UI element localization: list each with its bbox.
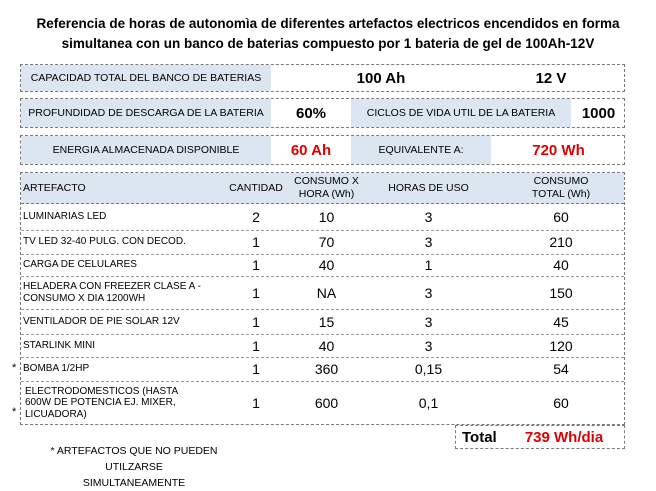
total-value: 739 Wh/dia bbox=[524, 428, 604, 446]
footnote-line-2: SIMULTANEAMENTE bbox=[82, 477, 186, 489]
row-hours: 3 bbox=[424, 234, 433, 250]
table-row bbox=[21, 254, 624, 277]
row-total: 150 bbox=[549, 284, 573, 301]
energy-label: ENERGIA ALMACENADA DISPONIBLE bbox=[21, 136, 271, 164]
table-header bbox=[21, 173, 624, 204]
row-artifact: HELADERA CON FREEZER CLASE A - CONSUMO X DIA 1200WH bbox=[23, 281, 201, 304]
row-total: 54 bbox=[553, 361, 569, 377]
capacity-row bbox=[20, 64, 625, 92]
table-row bbox=[21, 230, 624, 255]
row-consumption: 15 bbox=[318, 313, 335, 330]
total-label: Total bbox=[462, 428, 497, 446]
discharge-row bbox=[20, 98, 625, 128]
equivalent-label: EQUIVALENTE A: bbox=[351, 136, 491, 164]
capacity-ah-value: 100 Ah bbox=[356, 69, 406, 87]
row-artifact: TV LED 32-40 PULG. CON DECOD. bbox=[23, 236, 186, 248]
title-line-1: Referencia de horas de autonomìa de diferentes artefactos electricos encendidos en forma bbox=[36, 16, 620, 31]
footnote-line-1: * ARTEFACTOS QUE NO PUEDEN UTILZARSE bbox=[50, 445, 218, 473]
row-artifact: VENTILADOR DE PIE SOLAR 12V bbox=[23, 315, 180, 327]
row-artifact: ELECTRODOMESTICOS (HASTA 600W DE POTENCIA EJ. MIXER, LICUADORA) bbox=[25, 385, 178, 420]
row-total: 40 bbox=[553, 257, 569, 273]
row-consumption: 10 bbox=[318, 208, 335, 225]
header-total: CONSUMO TOTAL (Wh) bbox=[531, 175, 591, 200]
row-total: 60 bbox=[553, 395, 569, 411]
discharge-label: PROFUNDIDAD DE DESCARGA DE LA BATERIA bbox=[21, 99, 271, 127]
row-total: 45 bbox=[553, 313, 569, 330]
cycles-label: CICLOS DE VIDA UTIL DE LA BATERIA bbox=[351, 99, 571, 127]
row-quantity: 1 bbox=[252, 257, 260, 273]
header-consumption: CONSUMO X HORA (Wh) bbox=[294, 175, 359, 200]
row-hours: 3 bbox=[424, 208, 433, 225]
row-quantity: 2 bbox=[252, 208, 260, 225]
title-line-2: simultanea con un banco de baterias compuesto por 1 bateria de gel de 100Ah-12V bbox=[61, 36, 595, 51]
capacity-volts-value: 12 V bbox=[535, 69, 567, 87]
row-hours: 3 bbox=[424, 313, 433, 330]
row-total: 210 bbox=[549, 234, 573, 250]
energy-wh-value: 720 Wh bbox=[532, 141, 585, 159]
row-quantity: 1 bbox=[252, 395, 260, 411]
row-hours: 3 bbox=[424, 337, 433, 354]
row-consumption: 600 bbox=[314, 395, 339, 411]
table-row bbox=[21, 309, 624, 335]
energy-row bbox=[20, 135, 625, 165]
table-row bbox=[21, 334, 624, 358]
row-quantity: 1 bbox=[252, 337, 260, 354]
row-artifact: CARGA DE CELULARES bbox=[23, 259, 137, 271]
row-quantity: 1 bbox=[252, 284, 260, 301]
row-hours: 1 bbox=[424, 257, 433, 273]
row-quantity: 1 bbox=[252, 234, 260, 250]
header-quantity: CANTIDAD bbox=[229, 181, 283, 194]
bomba-asterisk: * bbox=[12, 362, 17, 374]
row-artifact: STARLINK MINI bbox=[23, 339, 96, 351]
table-row bbox=[21, 276, 624, 310]
page-title bbox=[20, 14, 636, 54]
table-row bbox=[21, 381, 624, 425]
row-consumption: 40 bbox=[318, 337, 335, 354]
total-box bbox=[455, 425, 625, 449]
row-hours: 3 bbox=[424, 284, 433, 301]
row-total: 120 bbox=[549, 337, 573, 354]
row-total: 60 bbox=[553, 208, 569, 225]
energy-ah-value: 60 Ah bbox=[290, 141, 332, 159]
header-artifact: ARTEFACTO bbox=[23, 181, 86, 194]
row-consumption: 70 bbox=[318, 234, 335, 250]
row-quantity: 1 bbox=[252, 313, 260, 330]
row-hours: 0,15 bbox=[414, 361, 443, 377]
row-consumption: 360 bbox=[314, 361, 339, 377]
consumption-table bbox=[20, 172, 625, 425]
discharge-value: 60% bbox=[295, 104, 327, 122]
table-row bbox=[21, 203, 624, 231]
cycles-value: 1000 bbox=[581, 104, 616, 122]
row-consumption: 40 bbox=[318, 257, 335, 273]
footnote bbox=[24, 443, 244, 491]
electro-asterisk: * bbox=[12, 406, 17, 418]
table-row bbox=[21, 357, 624, 382]
header-hours: HORAS DE USO bbox=[388, 181, 469, 194]
row-artifact: LUMINARIAS LED bbox=[23, 210, 107, 222]
capacity-label: CAPACIDAD TOTAL DEL BANCO DE BATERIAS bbox=[21, 65, 271, 91]
row-hours: 0,1 bbox=[418, 395, 439, 411]
row-consumption: NA bbox=[316, 284, 337, 301]
row-quantity: 1 bbox=[252, 361, 260, 377]
row-artifact: BOMBA 1/2HP bbox=[23, 363, 90, 375]
